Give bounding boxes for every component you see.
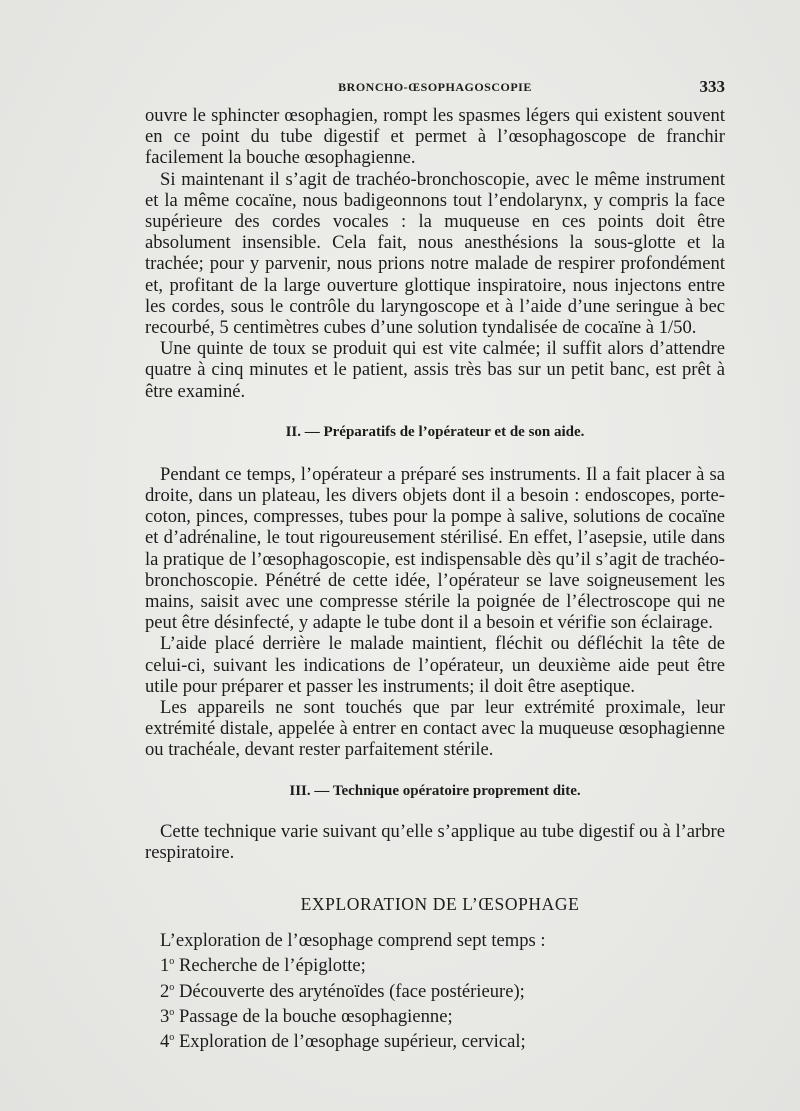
page-body — [145, 105, 725, 1053]
paragraph-1: ouvre le sphincter œsophagien, rompt les spasmes légers qui existent souvent en ce point du tube digestif et permet à l’œsophagoscope de franchir facilement la bouche œsophagienne. — [145, 105, 725, 169]
list-item: 1$^o$ Recherche de l’épiglotte; — [160, 955, 366, 977]
section-heading-2: II. — Préparatifs de l’opérateur et de son aide. — [285, 423, 585, 440]
paragraph-8: L’exploration de l’œsophage comprend sept temps : — [160, 930, 546, 952]
paragraph-4: Pendant ce temps, l’opérateur a préparé ses instruments. Il a fait placer à sa droite, dans un plateau, les divers objets dont il a besoin : endoscopes, porte-coton, pinces, compresses, tubes pour la pompe à salive, solutions de cocaïne et d’adrénaline, le tout rigoureusement stérilisé. En effet, l’asepsie, utile dans la pratique de l’œsophagoscopie, est indispensable dès qu’il s’agit de trachéo-bronchoscopie. Pénétré de cette idée, l’opérateur se lave soigneusement les mains, saisit avec une compresse stérile la poignée de l’électroscope qui ne peut être désinfecté, y adapte le tube dont il a besoin et vérifie son éclairage. — [145, 463, 725, 634]
list-item: 4$^o$ Exploration de l’œsophage supérieur, cervical; — [160, 1031, 526, 1053]
list-item-number: 2 — [160, 980, 170, 1002]
section-heading-3: III. — Technique opératoire proprement dite. — [289, 782, 581, 799]
list-item-text: Découverte des aryténoïdes (face postérieure); — [178, 980, 525, 1002]
page-header — [145, 77, 725, 99]
paragraph-2: Si maintenant il s’agit de trachéo-bronchoscopie, avec le même instrument et la même cocaïne, nous badigeonnons tout l’endolarynx, y compris la face supérieure des cordes vocales : la muqueuse en ces points doit être absolument insensible. Cela fait, nous anesthésions la sous-glotte et la trachée; pour y parvenir, nous prions notre malade de respirer profondément et, profitant de la large ouverture glottique inspiratoire, nous injectons entre les cordes, sous le contrôle du laryngoscope et à l’aide d’une seringue à bec recourbé, 5 centimètres cubes d’une solution tyndalisée de cocaïne à 1/50. — [145, 168, 725, 339]
paragraph-6: Les appareils ne sont touchés que par leur extrémité proximale, leur extrémité distale, appelée à entrer en contact avec la muqueuse œsophagienne ou trachéale, devant rester parfaitement stérile. — [145, 697, 725, 761]
page-number: 333 — [699, 77, 725, 96]
paragraph-7: Cette technique varie suivant qu’elle s’applique au tube digestif ou à l’arbre respiratoire. — [145, 820, 725, 863]
list-item-number: 1 — [160, 955, 170, 977]
chapter-subtitle: EXPLORATION DE L’ŒSOPHAGE — [300, 894, 580, 915]
paragraph-5: L’aide placé derrière le malade maintient, fléchit ou défléchit la tête de celui-ci, suivant les indications de l’opérateur, un deuxième aide peut être utile pour préparer et passer les instruments; il doit être aseptique. — [145, 633, 725, 697]
list-item: 3$^o$ Passage de la bouche œsophagienne; — [160, 1006, 453, 1028]
paragraph-3: Une quinte de toux se produit qui est vite calmée; il suffit alors d’attendre quatre à cinq minutes et le patient, assis très bas sur un petit banc, est prêt à être examiné. — [145, 338, 725, 402]
list-item-text: Passage de la bouche œsophagienne; — [178, 1006, 453, 1028]
list-item: 2$^o$ Découverte des aryténoïdes (face postérieure); — [160, 980, 525, 1002]
list-item-text: Recherche de l’épiglotte; — [178, 955, 366, 977]
list-item-text: Exploration de l’œsophage supérieur, cervical; — [178, 1031, 526, 1053]
list-item-number: 3 — [160, 1006, 170, 1028]
steps-list — [145, 951, 725, 1053]
running-title: BRONCHO-ŒSOPHAGOSCOPIE — [338, 80, 532, 94]
list-item-number: 4 — [160, 1031, 170, 1053]
